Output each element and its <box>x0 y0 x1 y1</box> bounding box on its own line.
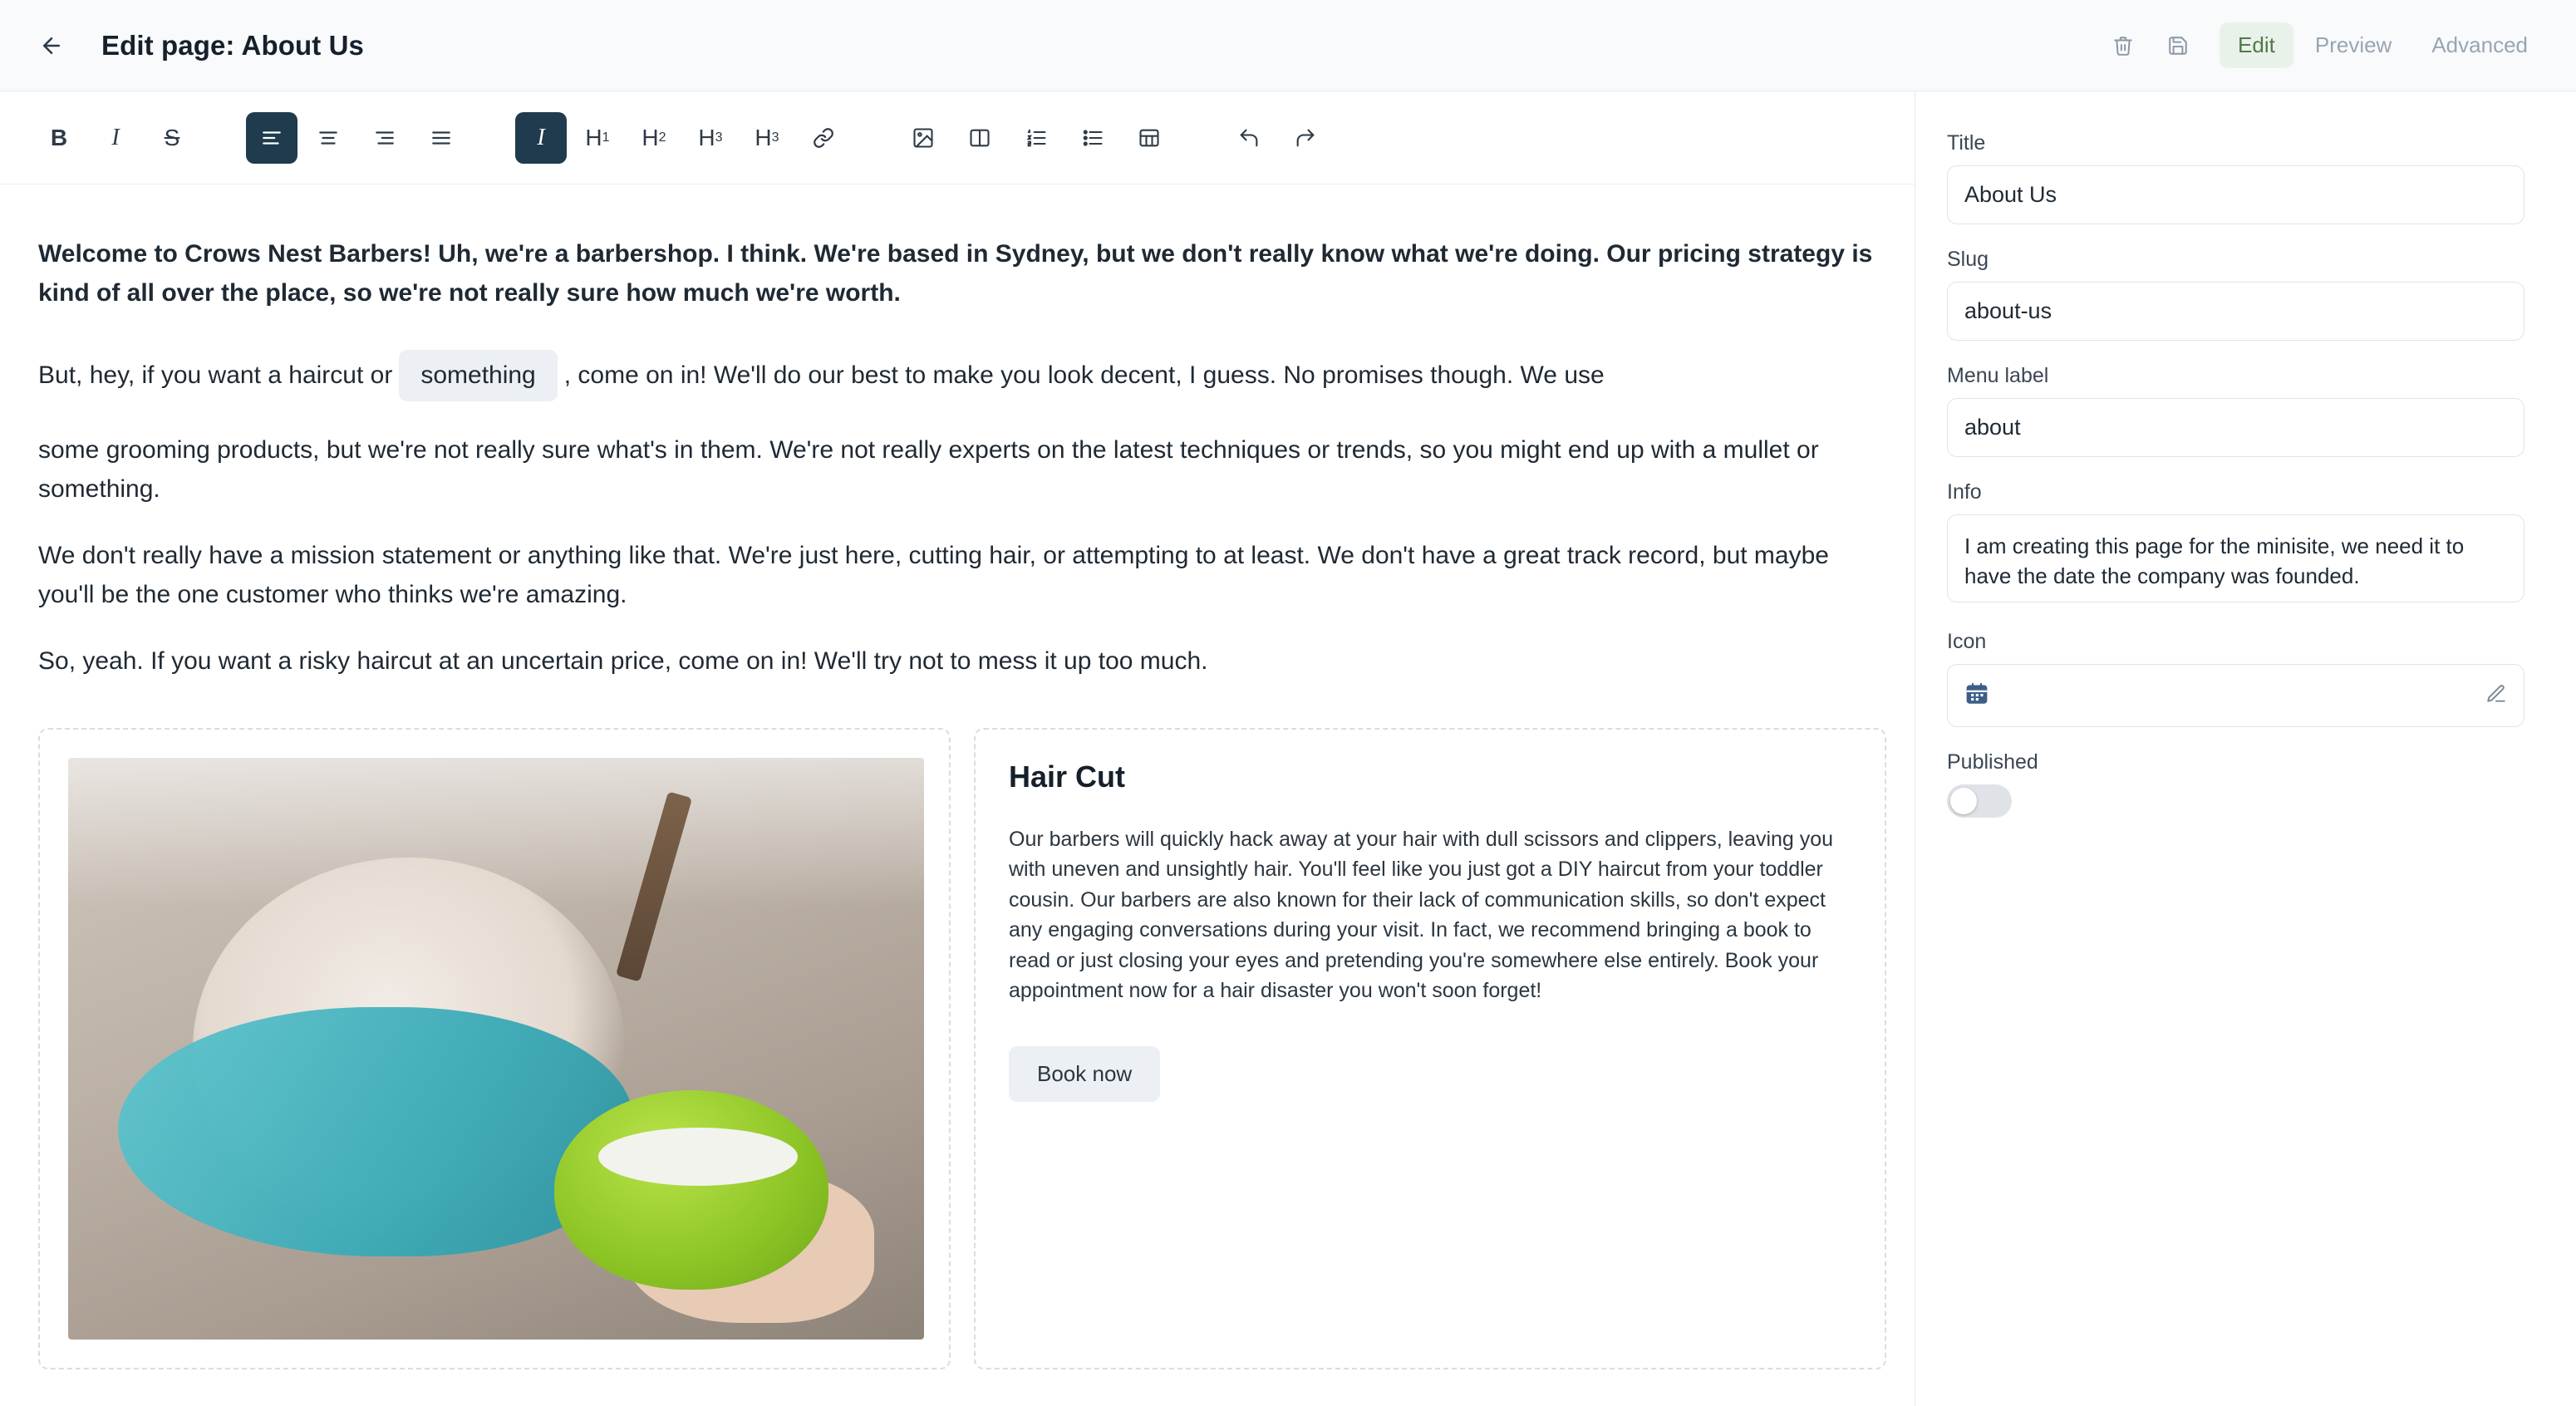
redo-icon[interactable] <box>1280 112 1331 164</box>
heading-2-button[interactable] <box>628 112 680 164</box>
tab-advanced[interactable]: Advanced <box>2431 32 2528 57</box>
top-bar-actions <box>2098 22 2546 69</box>
field-menu-label <box>1947 364 2524 457</box>
field-published <box>1947 750 2524 818</box>
trash-icon[interactable] <box>2098 22 2148 69</box>
editor-canvas[interactable] <box>0 184 1915 1406</box>
text-card[interactable] <box>974 728 1886 1369</box>
bullet-list-icon[interactable] <box>1067 112 1118 164</box>
inline-chip[interactable]: something <box>399 350 557 402</box>
title-label: Title <box>1947 131 1986 155</box>
heading-1-button[interactable] <box>572 112 623 164</box>
field-title <box>1947 131 2524 224</box>
field-icon <box>1947 630 2524 727</box>
paragraph-3: some grooming products, but we're not really sure what's in them. We're not really experts on the latest techniques or trends, so you might end up with a mullet or something. <box>38 436 1819 503</box>
heading-4-button[interactable] <box>741 112 793 164</box>
slug-label: Slug <box>1947 248 1989 271</box>
content-cards <box>38 728 1876 1369</box>
align-right-icon[interactable] <box>359 112 410 164</box>
h4-label: H <box>755 124 772 150</box>
h3-label: H <box>698 124 715 150</box>
strikethrough-button[interactable]: S <box>164 124 180 150</box>
back-button[interactable] <box>28 22 75 69</box>
top-bar <box>0 0 2576 91</box>
bold-button[interactable]: B <box>50 124 68 150</box>
table-icon[interactable] <box>1123 112 1175 164</box>
menu-label-input[interactable] <box>1947 398 2524 457</box>
italic-active-button[interactable]: I <box>515 112 567 164</box>
tab-edit[interactable]: Edit <box>2220 22 2293 68</box>
paragraph-4: We don't really have a mission statement or anything like that. We're just here, cutting hair, or attempting to at least. We don't have a great track record, but maybe you'll be the one customer who thinks we're amazing. <box>38 542 1829 608</box>
book-now-button[interactable]: Book now <box>1009 1046 1160 1102</box>
image-card[interactable] <box>38 728 951 1369</box>
published-toggle[interactable] <box>1947 784 2012 818</box>
editor-column <box>0 91 1915 1406</box>
info-textarea[interactable] <box>1947 514 2524 602</box>
title-input[interactable] <box>1947 165 2524 224</box>
published-toggle-knob <box>1950 788 1977 814</box>
card-body: Our barbers will quickly hack away at your hair with dull scissors and clippers, leaving you with uneven and unsightly hair. You'll feel like you just got a DIY haircut from your toddler cousin. Our barbers are also known for their lack of communication skills, so don't expect any engaging conversations during your visit. In fact, we recommend bringing a book to read or just closing your eyes and pretending you're somewhere else entirely. Book your appointment now for a hair disaster you won't soon forget! <box>1009 827 1834 1003</box>
h3-sub: 3 <box>715 130 723 145</box>
heading-3-button[interactable] <box>685 112 736 164</box>
editor-toolbar <box>0 91 1915 184</box>
body <box>0 91 2576 1406</box>
image-icon[interactable] <box>897 112 949 164</box>
align-justify-icon[interactable] <box>415 112 467 164</box>
align-left-icon[interactable] <box>246 112 297 164</box>
properties-panel <box>1915 91 2576 1406</box>
icon-label: Icon <box>1947 630 1987 653</box>
mode-tabs <box>2220 22 2546 68</box>
h1-sub: 1 <box>602 130 610 145</box>
paragraph-5: So, yeah. If you want a risky haircut at an uncertain price, come on in! We'll try not to mess it up too much. <box>38 647 1208 676</box>
h2-sub: 2 <box>658 130 666 145</box>
card-heading: Hair Cut <box>1009 759 1126 794</box>
facial-mask-photo <box>68 758 924 1340</box>
lead-paragraph: Welcome to Crows Nest Barbers! Uh, we're a barbershop. I think. We're based in Sydney, but we don't really know what we're doing. Our pricing strategy is kind of all over the place, so we're not really sure how much we're worth. <box>38 240 1873 307</box>
slug-input[interactable] <box>1947 282 2524 341</box>
pencil-icon[interactable] <box>2485 683 2507 709</box>
undo-icon[interactable] <box>1223 112 1275 164</box>
info-label: Info <box>1947 480 1982 504</box>
field-info <box>1947 480 2524 607</box>
field-slug <box>1947 248 2524 341</box>
paragraph-2-before: But, hey, if you want a haircut or <box>38 361 393 389</box>
save-icon[interactable] <box>2153 22 2203 69</box>
ordered-list-icon[interactable] <box>1010 112 1062 164</box>
page-title: Edit page: About Us <box>101 29 364 61</box>
icon-picker[interactable] <box>1947 664 2524 727</box>
h2-label: H <box>642 124 659 150</box>
tab-preview[interactable]: Preview <box>2314 32 2392 57</box>
menu-label-label: Menu label <box>1947 364 2049 387</box>
align-center-icon[interactable] <box>302 112 354 164</box>
paragraph-2 <box>38 350 1876 402</box>
calendar-icon <box>1964 681 1989 710</box>
italic-button[interactable]: I <box>111 124 120 150</box>
columns-icon[interactable] <box>954 112 1005 164</box>
link-icon[interactable] <box>798 112 849 164</box>
paragraph-2-after: , come on in! We'll do our best to make you look decent, I guess. No promises though. We use <box>563 361 1605 389</box>
published-label: Published <box>1947 750 2038 774</box>
h4-sub: 3 <box>771 130 779 145</box>
h1-label: H <box>585 124 602 150</box>
